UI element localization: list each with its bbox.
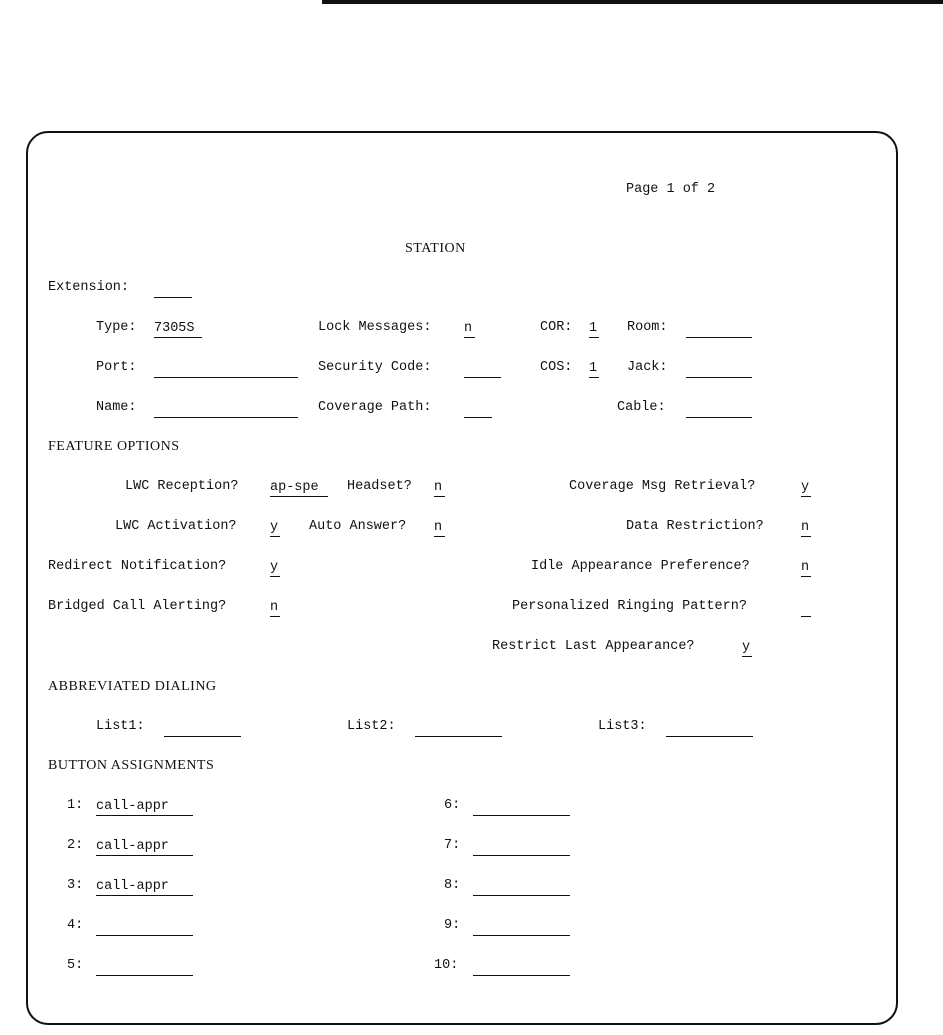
button-7-field[interactable]: [473, 839, 570, 856]
idle-appearance-preference-label: Idle Appearance Preference?: [531, 559, 750, 574]
button-1-field[interactable]: call-appr: [96, 799, 193, 816]
button-10-field[interactable]: [473, 959, 570, 976]
port-field[interactable]: [154, 361, 298, 378]
button-2-label: 2:: [67, 838, 84, 853]
coverage-path-field[interactable]: [464, 401, 492, 418]
bridged-call-alerting-field[interactable]: n: [270, 600, 279, 615]
name-field[interactable]: [154, 401, 298, 418]
lock-messages-label: Lock Messages:: [318, 320, 432, 335]
form-title: STATION: [405, 241, 466, 256]
top-rule: [322, 0, 943, 4]
button-3-label: 3:: [67, 878, 84, 893]
restrict-last-appearance-label: Restrict Last Appearance?: [492, 639, 695, 654]
data-restriction-label: Data Restriction?: [626, 519, 764, 534]
restrict-last-appearance-field[interactable]: y: [742, 640, 751, 655]
list3-label: List3:: [598, 719, 647, 734]
button-4-label: 4:: [67, 918, 84, 933]
button-3-field[interactable]: call-appr: [96, 879, 193, 896]
coverage-msg-retrieval-label: Coverage Msg Retrieval?: [569, 479, 756, 494]
button-8-field[interactable]: [473, 879, 570, 896]
jack-label: Jack:: [627, 360, 668, 375]
button-8-label: 8:: [444, 878, 461, 893]
button-2-field[interactable]: call-appr: [96, 839, 193, 856]
list2-label: List2:: [347, 719, 396, 734]
jack-field[interactable]: [686, 361, 752, 378]
port-label: Port:: [96, 360, 137, 375]
redirect-notification-label: Redirect Notification?: [48, 559, 227, 574]
button-6-field[interactable]: [473, 799, 570, 816]
button-5-field[interactable]: [96, 959, 193, 976]
security-code-field[interactable]: [464, 361, 501, 378]
redirect-notification-field[interactable]: y: [270, 560, 279, 575]
cable-field[interactable]: [686, 401, 752, 418]
list2-field[interactable]: [415, 720, 502, 737]
abbreviated-dialing-header: ABBREVIATED DIALING: [48, 679, 217, 694]
cable-label: Cable:: [617, 400, 666, 415]
personalized-ringing-pattern-field[interactable]: [801, 600, 811, 617]
extension-label: Extension:: [48, 280, 130, 295]
button-1-label: 1:: [67, 798, 84, 813]
security-code-label: Security Code:: [318, 360, 432, 375]
lwc-reception-field[interactable]: ap-spe: [270, 480, 328, 497]
cos-field[interactable]: 1: [589, 361, 598, 376]
lwc-activation-field[interactable]: y: [270, 520, 279, 535]
bridged-call-alerting-label: Bridged Call Alerting?: [48, 599, 227, 614]
list1-field[interactable]: [164, 720, 241, 737]
button-10-label: 10:: [434, 958, 459, 973]
station-form-screen: [26, 131, 898, 1025]
data-restriction-field[interactable]: n: [801, 520, 810, 535]
personalized-ringing-pattern-label: Personalized Ringing Pattern?: [512, 599, 747, 614]
idle-appearance-preference-field[interactable]: n: [801, 560, 810, 575]
auto-answer-field[interactable]: n: [434, 520, 445, 537]
button-9-label: 9:: [444, 918, 461, 933]
type-label: Type:: [96, 320, 137, 335]
list3-field[interactable]: [666, 720, 753, 737]
cor-field[interactable]: 1: [589, 321, 598, 336]
button-assignments-header: BUTTON ASSIGNMENTS: [48, 758, 215, 773]
lwc-reception-label: LWC Reception?: [125, 479, 239, 494]
lock-messages-field[interactable]: n: [464, 321, 475, 338]
type-field[interactable]: 7305S: [154, 321, 202, 338]
cor-label: COR:: [540, 320, 573, 335]
button-5-label: 5:: [67, 958, 84, 973]
room-label: Room:: [627, 320, 668, 335]
headset-label: Headset?: [347, 479, 412, 494]
page-indicator: Page 1 of 2: [626, 182, 716, 197]
button-4-field[interactable]: [96, 919, 193, 936]
coverage-path-label: Coverage Path:: [318, 400, 432, 415]
button-6-label: 6:: [444, 798, 461, 813]
list1-label: List1:: [96, 719, 145, 734]
name-label: Name:: [96, 400, 137, 415]
cos-label: COS:: [540, 360, 573, 375]
button-9-field[interactable]: [473, 919, 570, 936]
coverage-msg-retrieval-field[interactable]: y: [801, 480, 810, 495]
auto-answer-label: Auto Answer?: [309, 519, 407, 534]
headset-field[interactable]: n: [434, 480, 445, 497]
button-7-label: 7:: [444, 838, 461, 853]
extension-field[interactable]: [154, 281, 192, 298]
feature-options-header: FEATURE OPTIONS: [48, 439, 180, 454]
room-field[interactable]: [686, 321, 752, 338]
lwc-activation-label: LWC Activation?: [115, 519, 237, 534]
